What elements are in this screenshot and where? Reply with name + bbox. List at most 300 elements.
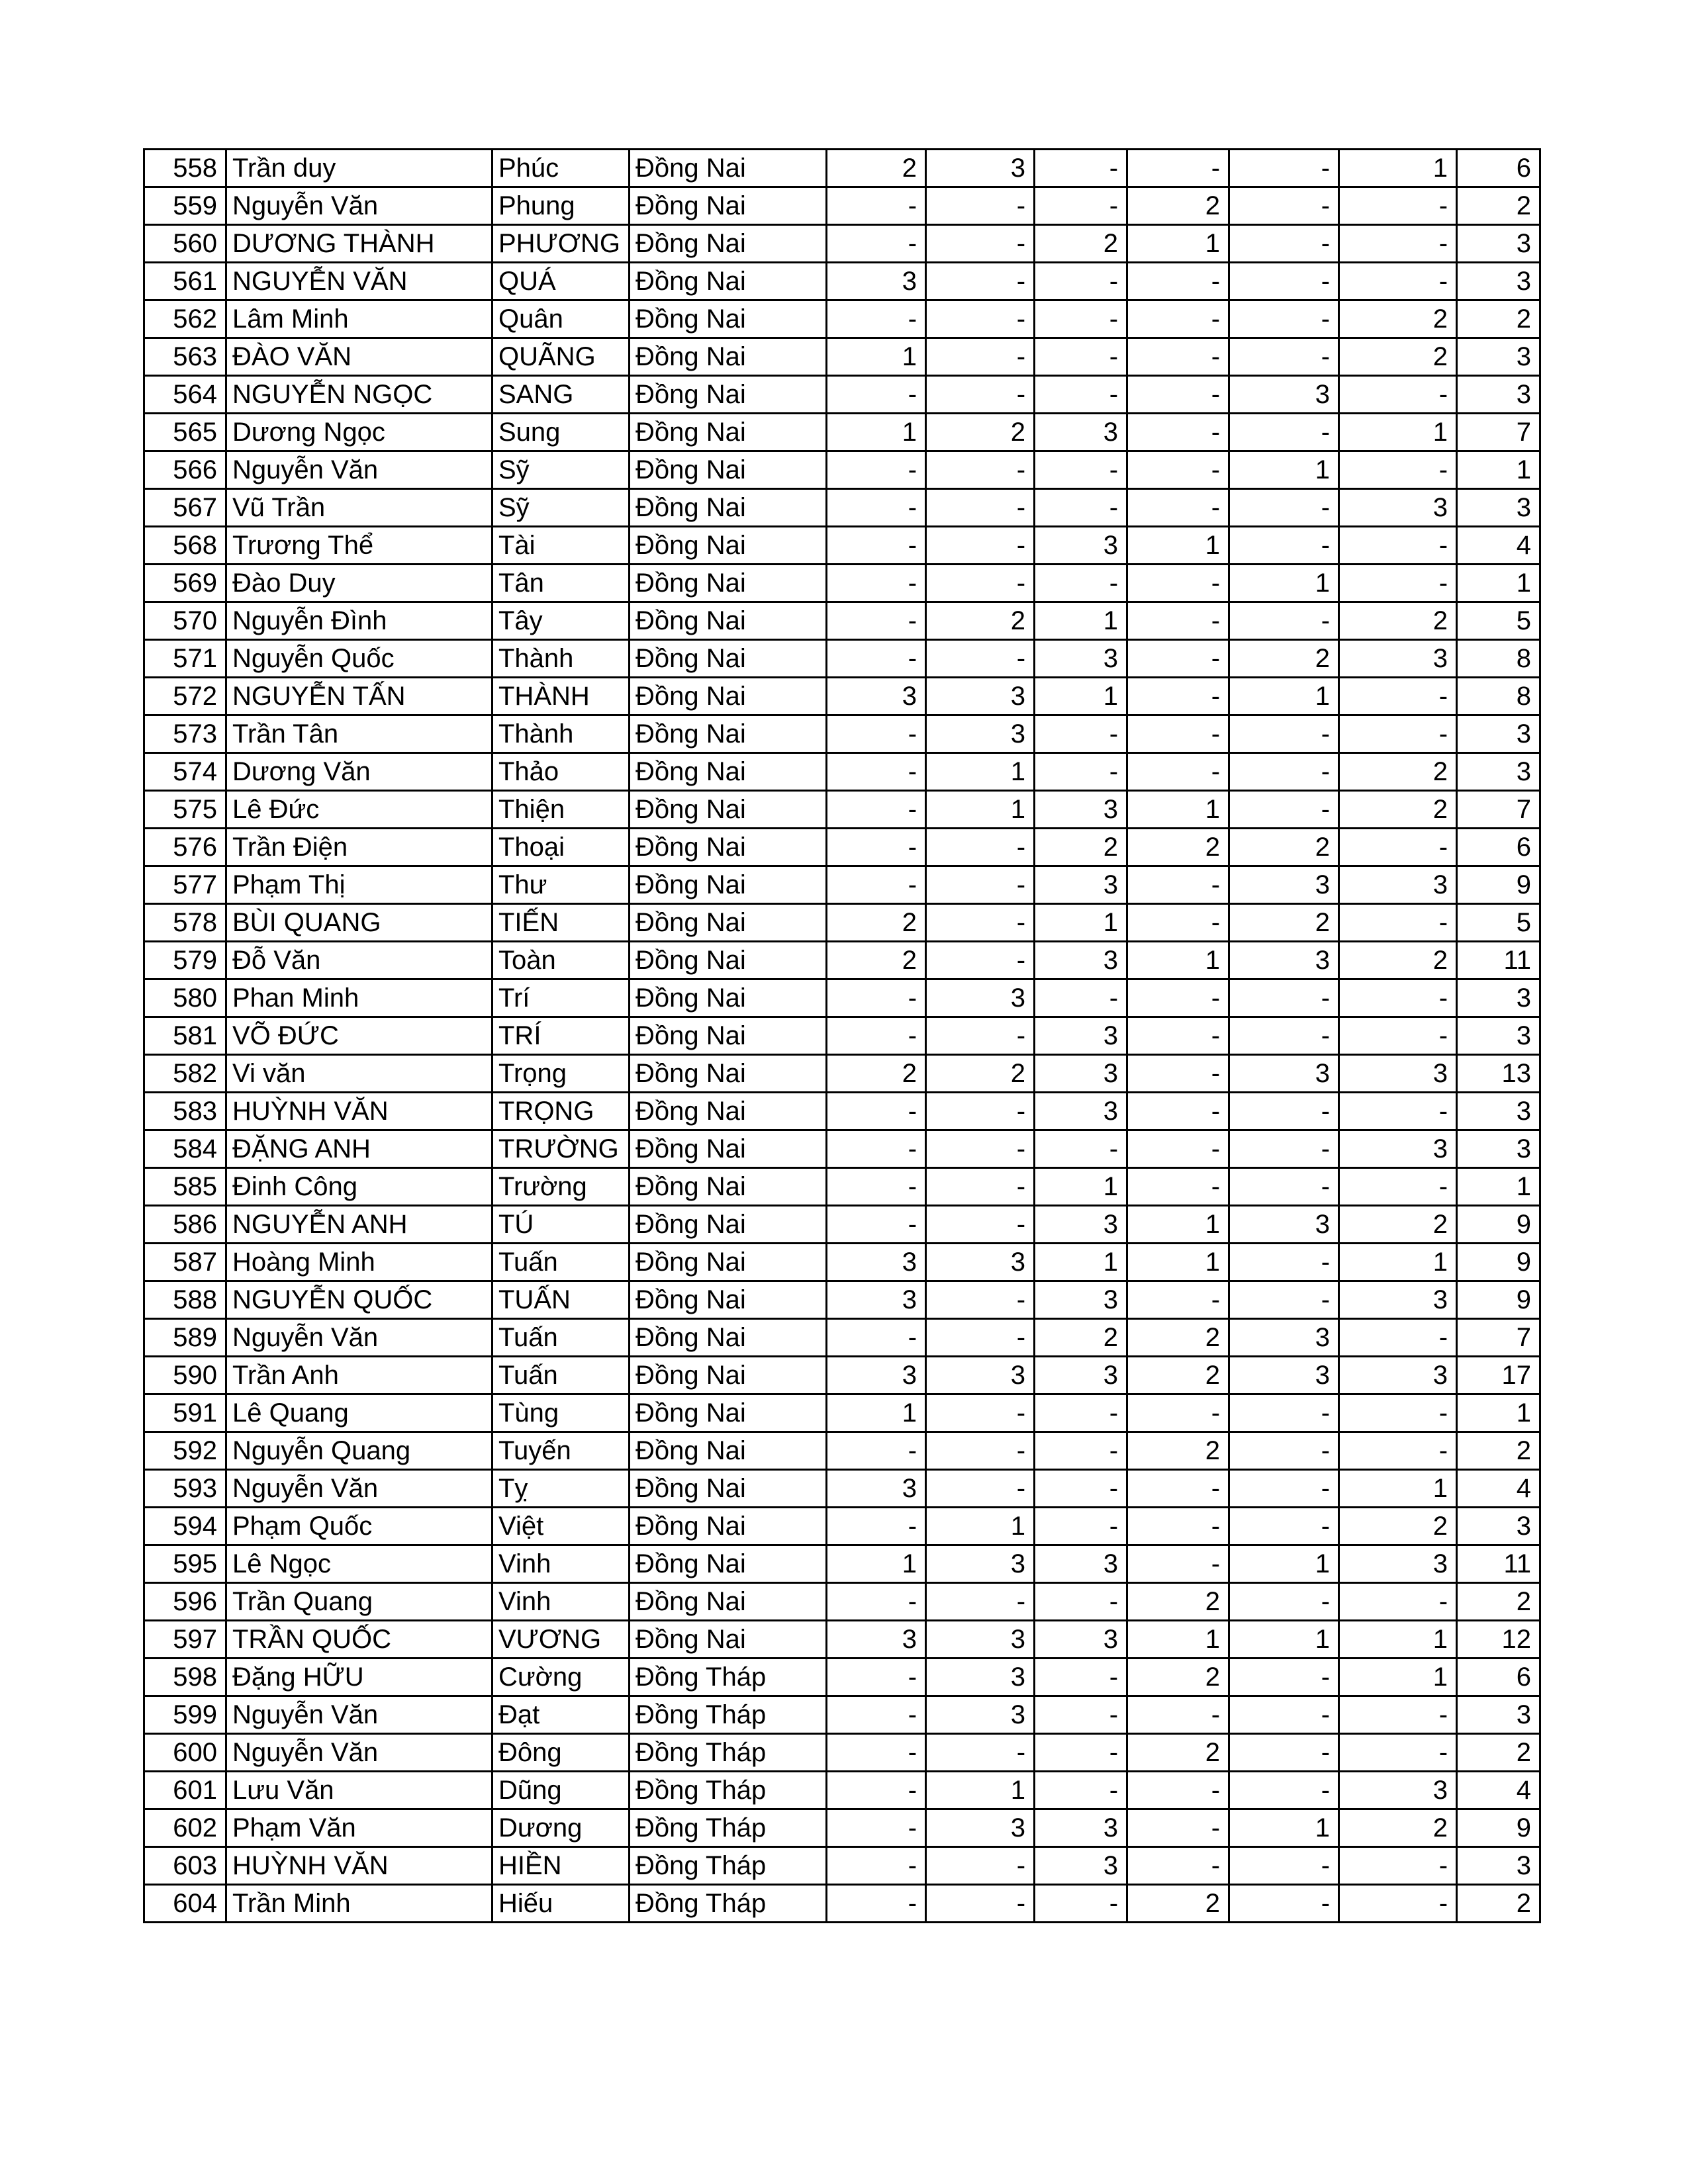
score-2-cell: - [926, 829, 1035, 866]
total-cell: 6 [1457, 150, 1540, 187]
score-5-cell: 1 [1229, 678, 1339, 715]
given-name-cell: Trí [492, 979, 630, 1017]
family-name-cell: Trần Quang [226, 1583, 492, 1621]
province-cell: Đồng Nai [630, 1470, 827, 1508]
score-3-cell: - [1035, 565, 1127, 602]
score-4-cell: - [1127, 602, 1229, 640]
score-2-cell: 1 [926, 791, 1035, 829]
score-5-cell: - [1229, 414, 1339, 451]
score-5-cell: - [1229, 1772, 1339, 1809]
score-2-cell: - [926, 1432, 1035, 1470]
score-4-cell: - [1127, 1772, 1229, 1809]
table-row [144, 829, 1540, 866]
score-3-cell: - [1035, 1772, 1127, 1809]
score-4-cell: - [1127, 263, 1229, 300]
given-name-cell: HIỀN [492, 1847, 630, 1885]
table-row [144, 1093, 1540, 1130]
score-6-cell: - [1339, 1093, 1457, 1130]
given-name-cell: TÚ [492, 1206, 630, 1244]
score-3-cell: - [1035, 1696, 1127, 1734]
score-1-cell: - [827, 1319, 926, 1357]
score-3-cell: - [1035, 300, 1127, 338]
score-2-cell: - [926, 300, 1035, 338]
score-2-cell: - [926, 489, 1035, 527]
given-name-cell: Tuấn [492, 1244, 630, 1281]
score-2-cell: - [926, 1847, 1035, 1885]
score-2-cell: 1 [926, 1772, 1035, 1809]
score-4-cell: 2 [1127, 1357, 1229, 1394]
row-number-cell: 583 [144, 1093, 226, 1130]
total-cell: 2 [1457, 1432, 1540, 1470]
table-row [144, 1583, 1540, 1621]
score-1-cell: 1 [827, 1394, 926, 1432]
score-6-cell: 3 [1339, 1281, 1457, 1319]
province-cell: Đồng Nai [630, 866, 827, 904]
table-row [144, 678, 1540, 715]
total-cell: 3 [1457, 263, 1540, 300]
score-4-cell: - [1127, 1093, 1229, 1130]
table-row [144, 338, 1540, 376]
score-6-cell: - [1339, 1847, 1457, 1885]
score-6-cell: - [1339, 979, 1457, 1017]
score-1-cell: 3 [827, 1244, 926, 1281]
family-name-cell: Nguyễn Đình [226, 602, 492, 640]
row-number-cell: 570 [144, 602, 226, 640]
total-cell: 5 [1457, 602, 1540, 640]
given-name-cell: Toàn [492, 942, 630, 979]
score-4-cell: 1 [1127, 1244, 1229, 1281]
table-row [144, 1319, 1540, 1357]
province-cell: Đồng Nai [630, 715, 827, 753]
score-6-cell: - [1339, 1696, 1457, 1734]
row-number-cell: 576 [144, 829, 226, 866]
score-2-cell: - [926, 527, 1035, 565]
row-number-cell: 595 [144, 1545, 226, 1583]
score-4-cell: - [1127, 1055, 1229, 1093]
score-1-cell: 1 [827, 414, 926, 451]
score-3-cell: - [1035, 1470, 1127, 1508]
score-5-cell: 3 [1229, 1319, 1339, 1357]
family-name-cell: Dương Văn [226, 753, 492, 791]
score-6-cell: 3 [1339, 1772, 1457, 1809]
family-name-cell: NGUYỄN NGỌC [226, 376, 492, 414]
total-cell: 13 [1457, 1055, 1540, 1093]
province-cell: Đồng Nai [630, 1432, 827, 1470]
given-name-cell: Thiện [492, 791, 630, 829]
total-cell: 3 [1457, 979, 1540, 1017]
score-3-cell: 2 [1035, 1319, 1127, 1357]
score-3-cell: 1 [1035, 602, 1127, 640]
score-2-cell: - [926, 263, 1035, 300]
row-number-cell: 559 [144, 187, 226, 225]
given-name-cell: Sỹ [492, 451, 630, 489]
score-1-cell: - [827, 1168, 926, 1206]
score-4-cell: - [1127, 1017, 1229, 1055]
score-1-cell: - [827, 602, 926, 640]
score-5-cell: - [1229, 300, 1339, 338]
total-cell: 3 [1457, 376, 1540, 414]
province-cell: Đồng Nai [630, 791, 827, 829]
table-row [144, 1508, 1540, 1545]
family-name-cell: VÕ ĐỨC [226, 1017, 492, 1055]
row-number-cell: 589 [144, 1319, 226, 1357]
score-5-cell: - [1229, 1093, 1339, 1130]
score-6-cell: 3 [1339, 1055, 1457, 1093]
score-5-cell: - [1229, 1734, 1339, 1772]
score-1-cell: - [827, 376, 926, 414]
score-6-cell: 3 [1339, 489, 1457, 527]
score-2-cell: 3 [926, 715, 1035, 753]
score-4-cell: 2 [1127, 1734, 1229, 1772]
score-6-cell: 1 [1339, 1470, 1457, 1508]
given-name-cell: Thành [492, 715, 630, 753]
given-name-cell: TRÍ [492, 1017, 630, 1055]
table-row [144, 1244, 1540, 1281]
family-name-cell: Nguyễn Văn [226, 1734, 492, 1772]
score-3-cell: 3 [1035, 527, 1127, 565]
table-row [144, 527, 1540, 565]
row-number-cell: 558 [144, 150, 226, 187]
score-6-cell: 1 [1339, 1621, 1457, 1659]
table-row [144, 376, 1540, 414]
total-cell: 9 [1457, 1244, 1540, 1281]
total-cell: 4 [1457, 527, 1540, 565]
table-row [144, 1772, 1540, 1809]
row-number-cell: 592 [144, 1432, 226, 1470]
given-name-cell: Thảo [492, 753, 630, 791]
row-number-cell: 599 [144, 1696, 226, 1734]
score-3-cell: - [1035, 451, 1127, 489]
table-row [144, 904, 1540, 942]
row-number-cell: 591 [144, 1394, 226, 1432]
total-cell: 8 [1457, 678, 1540, 715]
score-1-cell: - [827, 1885, 926, 1923]
score-3-cell: 1 [1035, 1168, 1127, 1206]
score-3-cell: - [1035, 150, 1127, 187]
family-name-cell: NGUYỄN ANH [226, 1206, 492, 1244]
score-5-cell: - [1229, 602, 1339, 640]
score-3-cell: - [1035, 263, 1127, 300]
row-number-cell: 604 [144, 1885, 226, 1923]
score-1-cell: - [827, 1093, 926, 1130]
total-cell: 3 [1457, 715, 1540, 753]
table-row [144, 1281, 1540, 1319]
score-5-cell: - [1229, 1508, 1339, 1545]
score-1-cell: - [827, 829, 926, 866]
score-2-cell: - [926, 1583, 1035, 1621]
score-2-cell: - [926, 1470, 1035, 1508]
score-6-cell: - [1339, 678, 1457, 715]
score-2-cell: 3 [926, 1809, 1035, 1847]
score-1-cell: - [827, 1206, 926, 1244]
score-6-cell: - [1339, 187, 1457, 225]
score-2-cell: - [926, 1734, 1035, 1772]
family-name-cell: Đặng HỮU [226, 1659, 492, 1696]
given-name-cell: Quân [492, 300, 630, 338]
score-4-cell: - [1127, 904, 1229, 942]
given-name-cell: Tây [492, 602, 630, 640]
score-2-cell: 3 [926, 979, 1035, 1017]
family-name-cell: Nguyễn Quốc [226, 640, 492, 678]
score-1-cell: - [827, 1696, 926, 1734]
row-number-cell: 587 [144, 1244, 226, 1281]
family-name-cell: ĐÀO VĂN [226, 338, 492, 376]
score-3-cell: 3 [1035, 1357, 1127, 1394]
given-name-cell: Hiếu [492, 1885, 630, 1923]
score-3-cell: 1 [1035, 904, 1127, 942]
row-number-cell: 588 [144, 1281, 226, 1319]
score-6-cell: - [1339, 263, 1457, 300]
score-5-cell: - [1229, 1281, 1339, 1319]
row-number-cell: 560 [144, 225, 226, 263]
score-2-cell: - [926, 942, 1035, 979]
family-name-cell: Đỗ Văn [226, 942, 492, 979]
score-1-cell: 3 [827, 1621, 926, 1659]
score-5-cell: - [1229, 263, 1339, 300]
province-cell: Đồng Tháp [630, 1696, 827, 1734]
score-4-cell: - [1127, 150, 1229, 187]
score-3-cell: - [1035, 753, 1127, 791]
row-number-cell: 593 [144, 1470, 226, 1508]
score-6-cell: 2 [1339, 300, 1457, 338]
family-name-cell: Lưu Văn [226, 1772, 492, 1809]
province-cell: Đồng Nai [630, 1621, 827, 1659]
province-cell: Đồng Nai [630, 565, 827, 602]
total-cell: 7 [1457, 414, 1540, 451]
table-row [144, 1885, 1540, 1923]
score-1-cell: 2 [827, 942, 926, 979]
score-3-cell: 2 [1035, 829, 1127, 866]
province-cell: Đồng Tháp [630, 1847, 827, 1885]
row-number-cell: 567 [144, 489, 226, 527]
score-2-cell: - [926, 1394, 1035, 1432]
table-row [144, 866, 1540, 904]
row-number-cell: 563 [144, 338, 226, 376]
score-1-cell: - [827, 715, 926, 753]
score-4-cell: 2 [1127, 1885, 1229, 1923]
given-name-cell: Tuấn [492, 1357, 630, 1394]
score-1-cell: 2 [827, 150, 926, 187]
given-name-cell: TUẤN [492, 1281, 630, 1319]
family-name-cell: BÙI QUANG [226, 904, 492, 942]
given-name-cell: THÀNH [492, 678, 630, 715]
row-number-cell: 581 [144, 1017, 226, 1055]
score-4-cell: - [1127, 1508, 1229, 1545]
score-5-cell: 1 [1229, 565, 1339, 602]
province-cell: Đồng Nai [630, 1545, 827, 1583]
table-row [144, 1168, 1540, 1206]
row-number-cell: 573 [144, 715, 226, 753]
score-1-cell: - [827, 753, 926, 791]
score-4-cell: - [1127, 979, 1229, 1017]
score-4-cell: - [1127, 489, 1229, 527]
score-5-cell: 3 [1229, 942, 1339, 979]
score-1-cell: - [827, 225, 926, 263]
score-1-cell: 1 [827, 338, 926, 376]
score-6-cell: - [1339, 1885, 1457, 1923]
score-4-cell: 2 [1127, 187, 1229, 225]
family-name-cell: Trần Anh [226, 1357, 492, 1394]
score-2-cell: - [926, 376, 1035, 414]
total-cell: 1 [1457, 451, 1540, 489]
province-cell: Đồng Nai [630, 1206, 827, 1244]
score-1-cell: - [827, 187, 926, 225]
given-name-cell: Tuấn [492, 1319, 630, 1357]
given-name-cell: Tài [492, 527, 630, 565]
province-cell: Đồng Tháp [630, 1809, 827, 1847]
score-2-cell: 3 [926, 1244, 1035, 1281]
score-4-cell: - [1127, 338, 1229, 376]
score-4-cell: - [1127, 1130, 1229, 1168]
total-cell: 7 [1457, 1319, 1540, 1357]
score-3-cell: - [1035, 489, 1127, 527]
given-name-cell: Sỹ [492, 489, 630, 527]
total-cell: 3 [1457, 1847, 1540, 1885]
score-1-cell: 3 [827, 678, 926, 715]
score-1-cell: 2 [827, 1055, 926, 1093]
score-6-cell: 3 [1339, 1545, 1457, 1583]
given-name-cell: Việt [492, 1508, 630, 1545]
score-2-cell: 3 [926, 1545, 1035, 1583]
province-cell: Đồng Nai [630, 1583, 827, 1621]
given-name-cell: Vinh [492, 1583, 630, 1621]
total-cell: 11 [1457, 942, 1540, 979]
score-6-cell: 1 [1339, 150, 1457, 187]
family-name-cell: Lâm Minh [226, 300, 492, 338]
score-2-cell: - [926, 1130, 1035, 1168]
total-cell: 12 [1457, 1621, 1540, 1659]
total-cell: 9 [1457, 1281, 1540, 1319]
score-2-cell: 2 [926, 602, 1035, 640]
score-5-cell: - [1229, 527, 1339, 565]
province-cell: Đồng Nai [630, 489, 827, 527]
given-name-cell: Đạt [492, 1696, 630, 1734]
score-1-cell: - [827, 1734, 926, 1772]
score-3-cell: 3 [1035, 1055, 1127, 1093]
total-cell: 11 [1457, 1545, 1540, 1583]
row-number-cell: 565 [144, 414, 226, 451]
score-5-cell: - [1229, 338, 1339, 376]
score-1-cell: - [827, 565, 926, 602]
score-1-cell: 3 [827, 263, 926, 300]
province-cell: Đồng Nai [630, 300, 827, 338]
province-cell: Đồng Nai [630, 1168, 827, 1206]
row-number-cell: 562 [144, 300, 226, 338]
province-cell: Đồng Nai [630, 904, 827, 942]
family-name-cell: Nguyễn Văn [226, 451, 492, 489]
score-5-cell: - [1229, 187, 1339, 225]
score-2-cell: 1 [926, 753, 1035, 791]
province-cell: Đồng Nai [630, 414, 827, 451]
table-row [144, 1357, 1540, 1394]
family-name-cell: Phạm Quốc [226, 1508, 492, 1545]
family-name-cell: Nguyễn Quang [226, 1432, 492, 1470]
score-2-cell: - [926, 1885, 1035, 1923]
family-name-cell: HUỲNH VĂN [226, 1847, 492, 1885]
score-3-cell: 3 [1035, 1281, 1127, 1319]
given-name-cell: Cường [492, 1659, 630, 1696]
family-name-cell: Lê Ngọc [226, 1545, 492, 1583]
score-4-cell: - [1127, 565, 1229, 602]
total-cell: 3 [1457, 489, 1540, 527]
table-row [144, 715, 1540, 753]
table-row [144, 1055, 1540, 1093]
row-number-cell: 586 [144, 1206, 226, 1244]
score-2-cell: - [926, 338, 1035, 376]
row-number-cell: 603 [144, 1847, 226, 1885]
score-2-cell: - [926, 904, 1035, 942]
score-4-cell: - [1127, 753, 1229, 791]
score-4-cell: - [1127, 1696, 1229, 1734]
family-name-cell: DƯƠNG THÀNH [226, 225, 492, 263]
total-cell: 17 [1457, 1357, 1540, 1394]
given-name-cell: Đông [492, 1734, 630, 1772]
score-5-cell: - [1229, 1470, 1339, 1508]
table-row [144, 300, 1540, 338]
province-cell: Đồng Nai [630, 1017, 827, 1055]
score-1-cell: 3 [827, 1281, 926, 1319]
row-number-cell: 572 [144, 678, 226, 715]
score-6-cell: - [1339, 451, 1457, 489]
score-5-cell: - [1229, 979, 1339, 1017]
score-1-cell: - [827, 527, 926, 565]
score-3-cell: - [1035, 979, 1127, 1017]
score-4-cell: 2 [1127, 1432, 1229, 1470]
province-cell: Đồng Nai [630, 942, 827, 979]
family-name-cell: Nguyễn Văn [226, 1319, 492, 1357]
score-1-cell: 3 [827, 1357, 926, 1394]
score-3-cell: - [1035, 187, 1127, 225]
row-number-cell: 600 [144, 1734, 226, 1772]
given-name-cell: Thoại [492, 829, 630, 866]
score-5-cell: - [1229, 753, 1339, 791]
row-number-cell: 568 [144, 527, 226, 565]
score-1-cell: - [827, 979, 926, 1017]
score-6-cell: 1 [1339, 1244, 1457, 1281]
score-4-cell: 1 [1127, 527, 1229, 565]
score-6-cell: - [1339, 1319, 1457, 1357]
table-row [144, 1130, 1540, 1168]
family-name-cell: HUỲNH VĂN [226, 1093, 492, 1130]
table-row [144, 1470, 1540, 1508]
province-cell: Đồng Tháp [630, 1659, 827, 1696]
score-6-cell: 3 [1339, 1357, 1457, 1394]
province-cell: Đồng Nai [630, 1319, 827, 1357]
row-number-cell: 564 [144, 376, 226, 414]
family-name-cell: Lê Đức [226, 791, 492, 829]
province-cell: Đồng Nai [630, 678, 827, 715]
total-cell: 4 [1457, 1470, 1540, 1508]
given-name-cell: SANG [492, 376, 630, 414]
score-3-cell: 3 [1035, 866, 1127, 904]
table-row [144, 451, 1540, 489]
total-cell: 4 [1457, 1772, 1540, 1809]
score-1-cell: - [827, 1130, 926, 1168]
score-3-cell: 3 [1035, 791, 1127, 829]
score-2-cell: 1 [926, 1508, 1035, 1545]
score-6-cell: 2 [1339, 753, 1457, 791]
score-4-cell: 1 [1127, 791, 1229, 829]
table-row [144, 640, 1540, 678]
total-cell: 3 [1457, 1508, 1540, 1545]
table-body [144, 150, 1540, 1923]
score-4-cell: 2 [1127, 829, 1229, 866]
score-4-cell: 1 [1127, 942, 1229, 979]
score-5-cell: 3 [1229, 866, 1339, 904]
given-name-cell: Phung [492, 187, 630, 225]
total-cell: 9 [1457, 1206, 1540, 1244]
province-cell: Đồng Tháp [630, 1772, 827, 1809]
